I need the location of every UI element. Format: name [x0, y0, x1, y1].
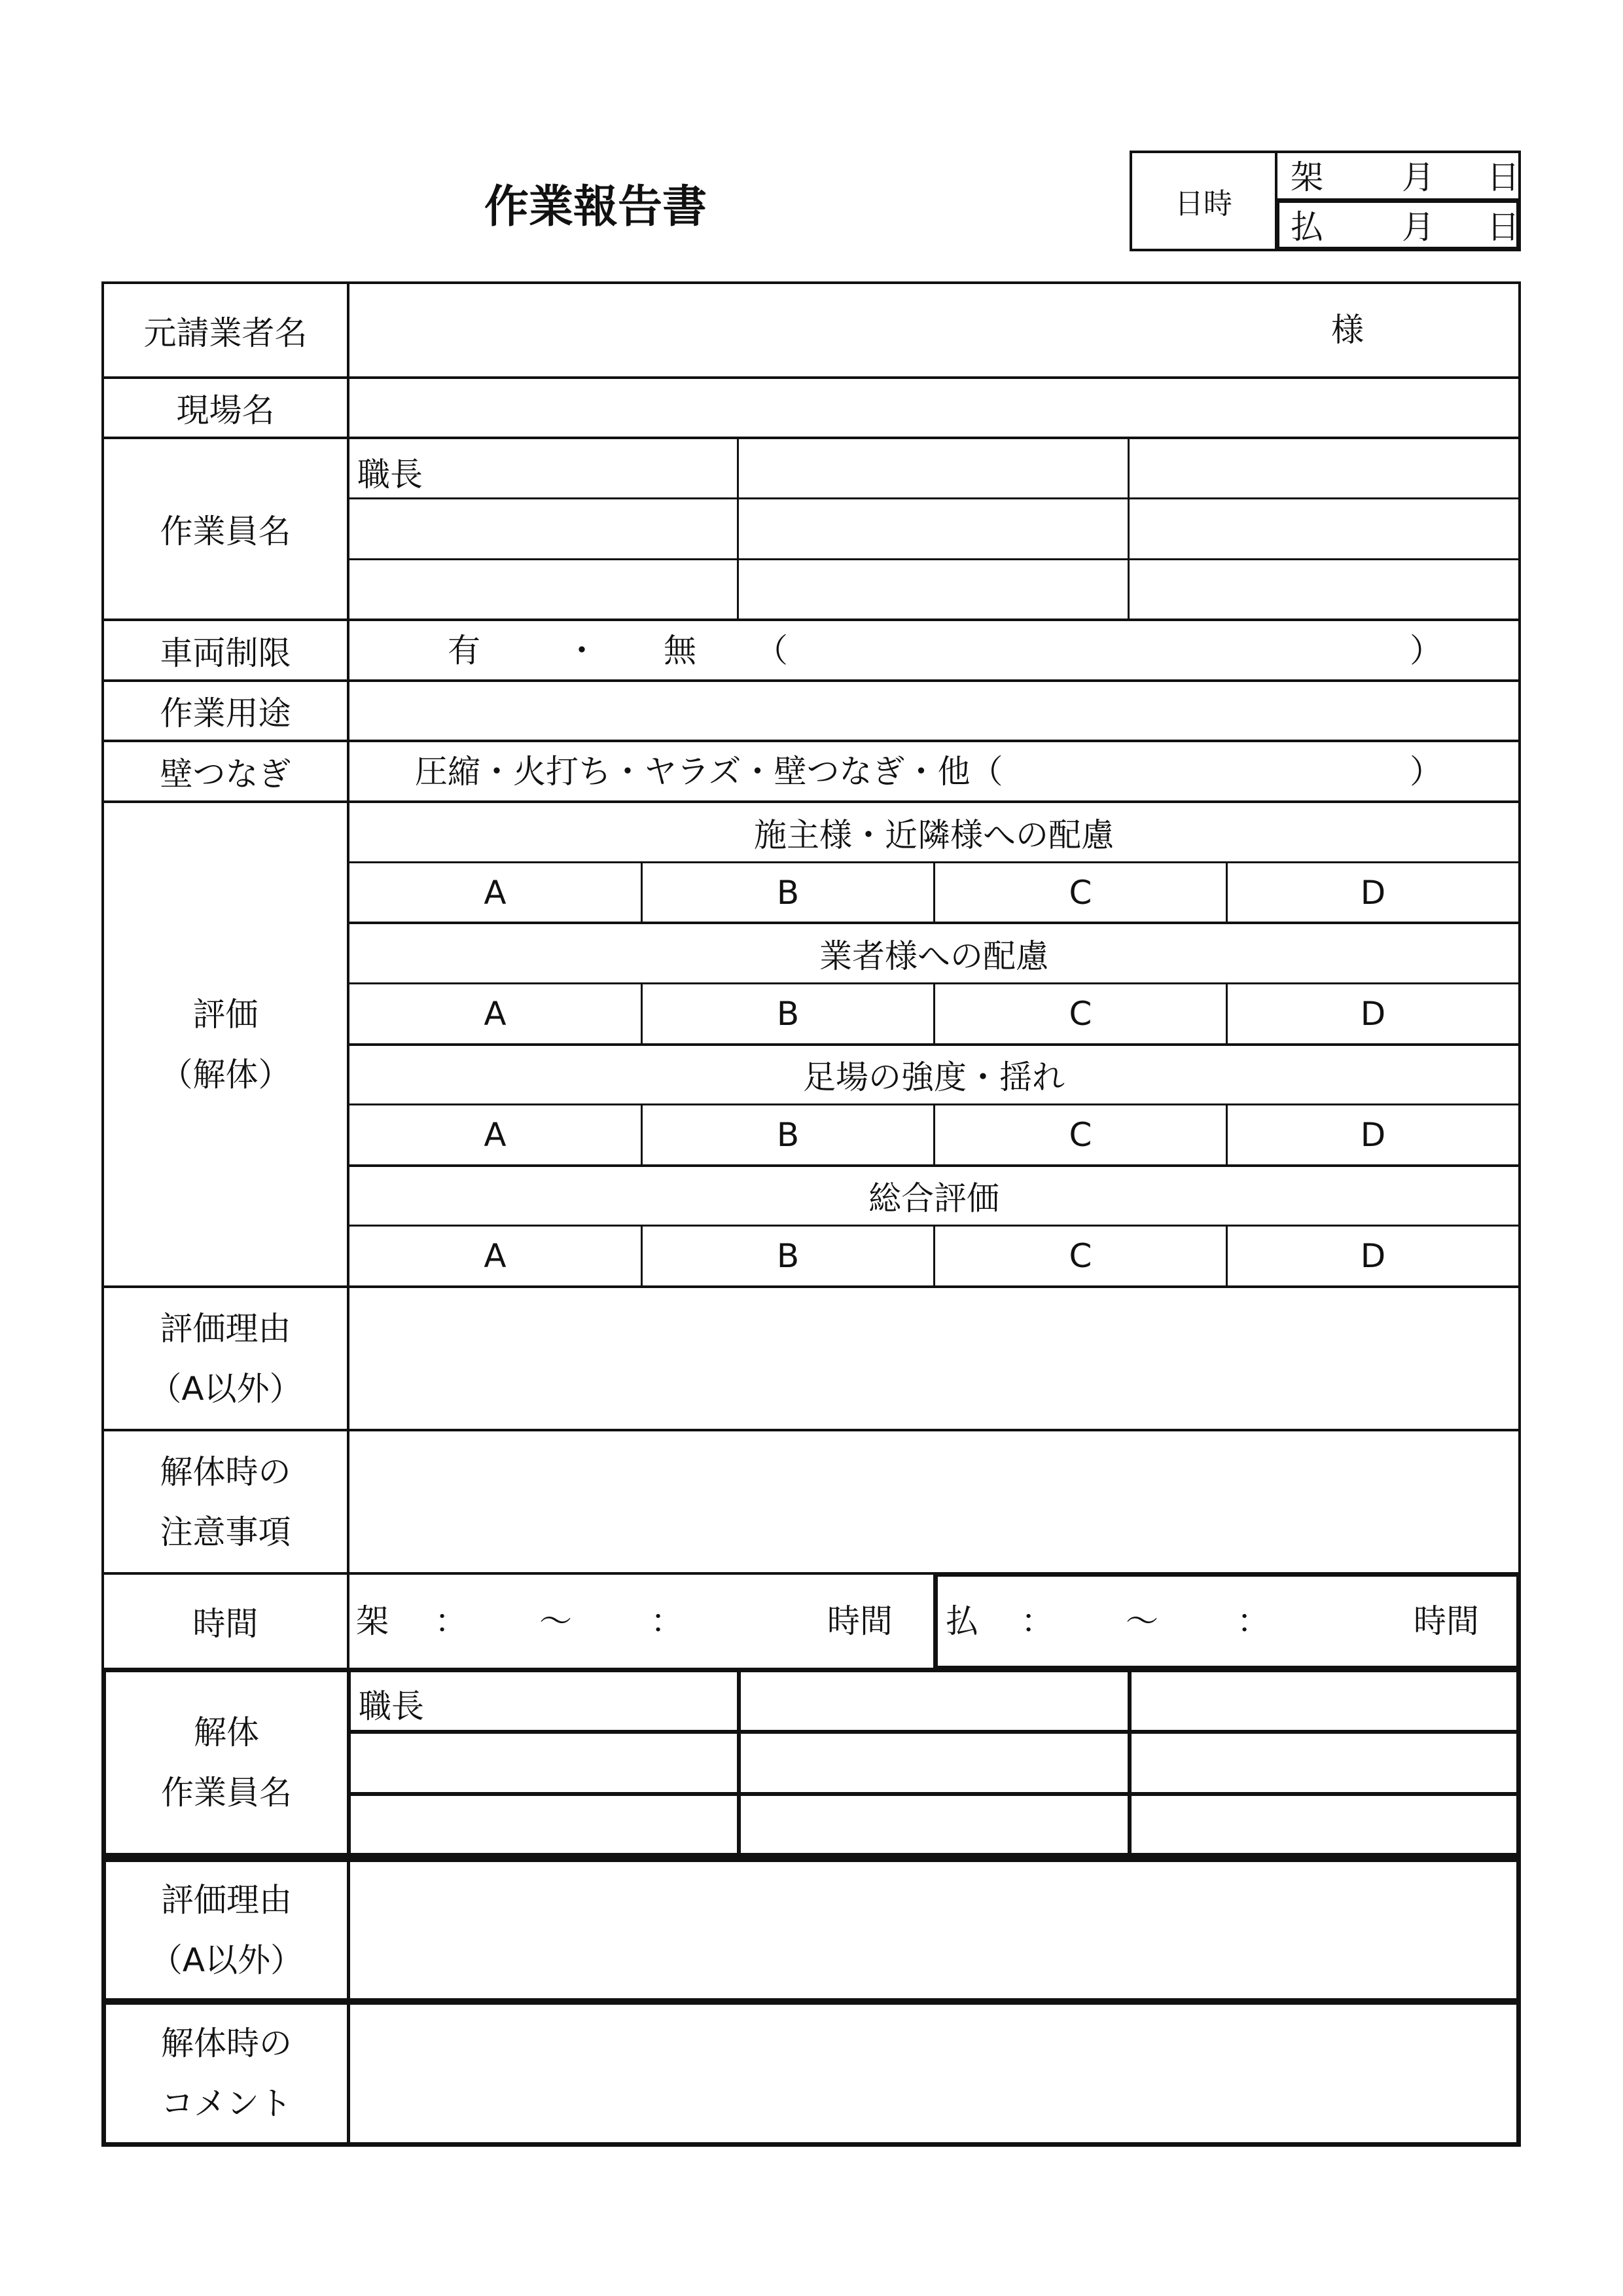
worker-cell[interactable]	[739, 439, 1128, 497]
eval-grade-c[interactable]: C	[1069, 1116, 1092, 1154]
dismantle-worker-cell[interactable]	[351, 1734, 737, 1792]
dismantle-worker-cell-foreman[interactable]	[351, 1672, 737, 1730]
time-assembly-colon1: ：	[435, 1602, 467, 1640]
worker-cell[interactable]	[739, 560, 1128, 619]
wall-tie-label: 壁つなぎ	[160, 755, 291, 793]
worker-cell-foreman[interactable]	[349, 439, 737, 497]
reason-label	[104, 1288, 347, 1429]
eval-grade-c[interactable]: C	[1069, 995, 1092, 1033]
eval-grade-a[interactable]: A	[484, 995, 507, 1033]
wall-tie-field[interactable]	[349, 742, 1518, 800]
worker-cell[interactable]	[349, 499, 737, 558]
dismantle-worker-cell[interactable]	[351, 1796, 737, 1853]
worker-cell[interactable]	[1130, 439, 1518, 497]
eval-grade-a[interactable]: A	[484, 1116, 507, 1154]
wall-tie-options: 圧縮・火打ち・ヤラズ・壁つなぎ・他（	[415, 753, 1003, 791]
vehicle-no[interactable]: 無	[664, 632, 696, 670]
time-assembly-tilde: ～	[539, 1602, 572, 1640]
worker-cell[interactable]	[349, 560, 737, 619]
evaluation-label-line1: 評価	[192, 995, 259, 1033]
reason2-field[interactable]	[350, 1862, 1516, 1998]
caution-label	[104, 1431, 347, 1572]
wall-tie-close-paren: ）	[1410, 753, 1442, 791]
date-assembly-month: 月	[1402, 158, 1435, 196]
worker-cell[interactable]	[739, 499, 1128, 558]
date-dismantle-day: 日	[1487, 208, 1520, 246]
purpose-field[interactable]	[349, 682, 1518, 740]
time-dismantle-tilde: ～	[1126, 1602, 1158, 1640]
eval-grade-d[interactable]: D	[1360, 995, 1386, 1033]
time-assembly-field[interactable]	[349, 1575, 933, 1668]
eval-grade-b[interactable]: B	[776, 995, 800, 1033]
comment-label-line2: コメント	[161, 2085, 292, 2123]
time-dismantle-unit: 時間	[1414, 1602, 1479, 1640]
site-label: 現場名	[176, 391, 275, 429]
reason2-label-line1: 評価理由	[161, 1881, 292, 1919]
caution-field[interactable]	[349, 1431, 1518, 1572]
vehicle-separator: ・	[565, 632, 598, 670]
worker-cell[interactable]	[1130, 560, 1518, 619]
dismantle-worker-cell[interactable]	[741, 1734, 1128, 1792]
page-title: 作業報告書	[484, 181, 707, 233]
comment-label-line1: 解体時の	[161, 2024, 292, 2062]
vehicle-yes[interactable]: 有	[448, 632, 480, 670]
vehicle-close-paren: ）	[1410, 632, 1442, 670]
eval-section-title: 業者様への配慮	[819, 937, 1048, 975]
purpose-label: 作業用途	[160, 694, 291, 732]
dismantle-workers-label-line2: 作業員名	[161, 1774, 292, 1812]
reason2-label-line2: （A以外）	[149, 1941, 304, 1979]
dismantle-worker-cell[interactable]	[741, 1796, 1128, 1853]
reason-field[interactable]	[349, 1288, 1518, 1429]
worker-cell[interactable]	[1130, 499, 1518, 558]
reason-label-line2: （A以外）	[149, 1369, 302, 1408]
eval-grade-d[interactable]: D	[1360, 873, 1386, 912]
vehicle-open-paren: （	[755, 632, 788, 670]
eval-grade-d[interactable]: D	[1360, 1237, 1386, 1275]
eval-grade-a[interactable]: A	[484, 873, 507, 912]
eval-section-title: 総合評価	[868, 1179, 999, 1217]
client-field[interactable]	[349, 284, 1518, 376]
comment-label	[106, 2005, 347, 2142]
eval-grade-b[interactable]: B	[776, 873, 800, 912]
eval-section-title: 足場の強度・揺れ	[803, 1058, 1065, 1096]
date-assembly-prefix: 架	[1291, 158, 1323, 196]
time-assembly-prefix: 架	[356, 1602, 389, 1640]
evaluation-label-line2: （解体）	[160, 1055, 291, 1094]
dismantle-worker-cell[interactable]	[1132, 1672, 1516, 1730]
dismantle-workers-label	[106, 1672, 347, 1853]
date-dismantle-month: 月	[1402, 208, 1435, 246]
site-field[interactable]	[349, 379, 1518, 437]
date-label: 日時	[1175, 187, 1232, 221]
eval-grade-c[interactable]: C	[1069, 873, 1092, 912]
comment-field[interactable]	[350, 2005, 1516, 2142]
eval-grade-d[interactable]: D	[1360, 1116, 1386, 1154]
eval-grade-b[interactable]: B	[776, 1116, 800, 1154]
time-assembly-colon2: ：	[651, 1602, 683, 1640]
date-assembly-day: 日	[1487, 158, 1520, 196]
caution-label-line2: 注意事項	[160, 1513, 291, 1551]
eval-section-title: 施主様・近隣様への配慮	[754, 816, 1114, 854]
vehicle-label: 車両制限	[160, 634, 291, 672]
evaluation-label	[104, 803, 347, 1285]
time-dismantle-field[interactable]	[938, 1577, 1516, 1666]
dismantle-worker-cell[interactable]	[741, 1672, 1128, 1730]
caution-label-line1: 解体時の	[160, 1452, 291, 1491]
vehicle-field[interactable]	[349, 621, 1518, 679]
foreman-label: 職長	[357, 456, 423, 493]
reason2-label	[106, 1862, 347, 1998]
client-label: 元請業者名	[143, 314, 308, 352]
client-suffix: 様	[1331, 311, 1364, 349]
workers-label: 作業員名	[160, 512, 291, 550]
dismantle-worker-cell[interactable]	[1132, 1734, 1516, 1792]
time-dismantle-colon1: ：	[1021, 1602, 1054, 1640]
reason-label-line1: 評価理由	[160, 1309, 291, 1348]
time-label: 時間	[192, 1605, 259, 1643]
dismantle-foreman-label: 職長	[359, 1687, 424, 1725]
eval-grade-a[interactable]: A	[484, 1237, 507, 1275]
time-dismantle-colon2: ：	[1237, 1602, 1270, 1640]
dismantle-worker-cell[interactable]	[1132, 1796, 1516, 1853]
time-assembly-unit: 時間	[827, 1602, 893, 1640]
eval-grade-b[interactable]: B	[776, 1237, 800, 1275]
date-dismantle-prefix: 払	[1291, 208, 1323, 246]
eval-grade-c[interactable]: C	[1069, 1237, 1092, 1275]
time-dismantle-prefix: 払	[946, 1602, 978, 1640]
dismantle-workers-label-line1: 解体	[194, 1713, 259, 1751]
